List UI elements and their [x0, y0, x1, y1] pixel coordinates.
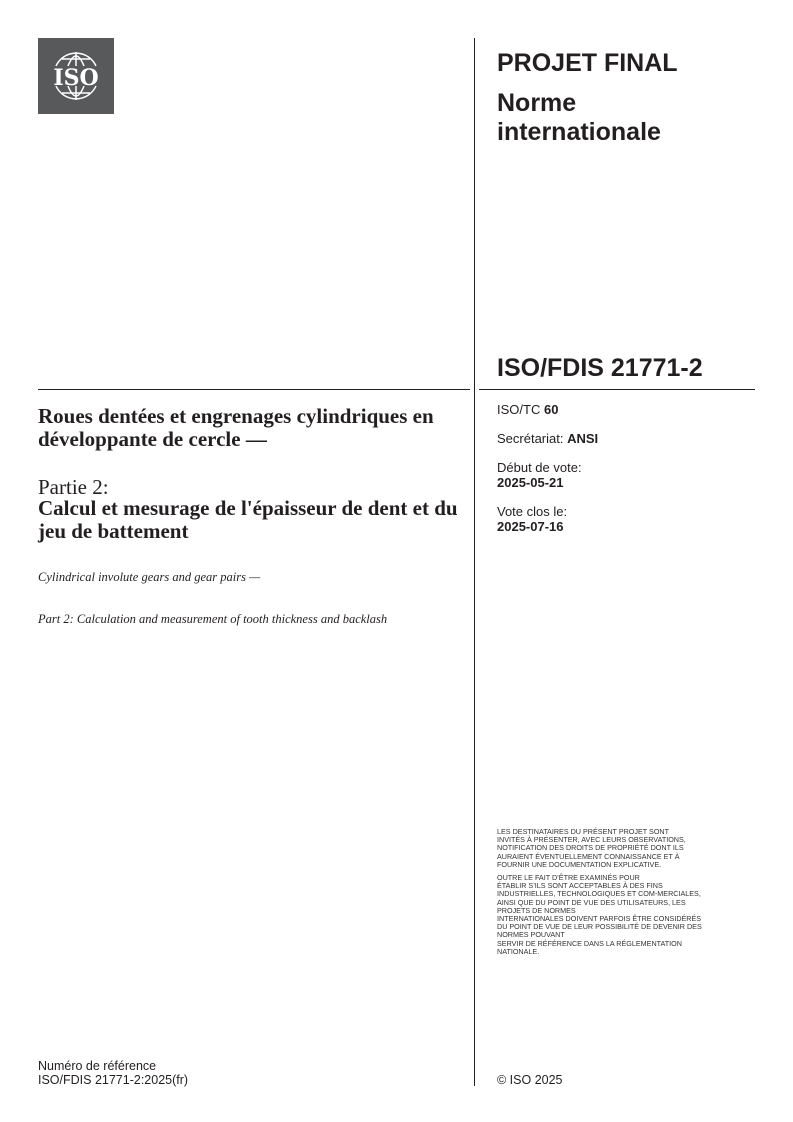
vote-start-label: Début de vote: — [497, 460, 582, 475]
status-heading: PROJET FINAL — [497, 49, 678, 77]
notice-line: LES DESTINATAIRES DU PRÉSENT PROJET SONT — [497, 827, 669, 836]
vote-end — [497, 504, 567, 534]
column-divider — [474, 38, 475, 1086]
tc-value: 60 — [543, 402, 559, 417]
notice-line: OUTRE LE FAIT D’ÊTRE EXAMINÉS POUR — [497, 873, 640, 882]
part-label: Partie 2: — [38, 475, 109, 499]
notice-line: AINSI QUE DU POINT DE VUE DES UTILISATEURS, LES — [497, 897, 686, 907]
notice-line: INVITÉS À PRÉSENTER, AVEC LEURS OBSERVATIONS, — [497, 835, 686, 845]
vote-end-label: Vote clos le: — [497, 504, 568, 519]
doc-type-line2: internationale — [497, 118, 661, 146]
notice-line: AURAIENT ÉVENTUELLEMENT CONNAISSANCE ET À — [497, 851, 680, 861]
secretariat-value: ANSI — [567, 431, 599, 446]
notice-paragraph-2 — [497, 874, 702, 956]
notice-line: NORMES POUVANT — [497, 930, 565, 940]
right-rule — [479, 389, 755, 390]
secretariat — [497, 431, 598, 446]
vote-start-value: 2025-05-21 — [497, 475, 564, 490]
part-title: Calcul et mesurage de l'épaisseur de dent et du jeu de battement — [38, 496, 458, 543]
main-title: Roues dentées et engrenages cylindriques en développante de cercle — — [38, 404, 434, 451]
notice-line: INDUSTRIELLES, TECHNOLOGIQUES ET COM-MERCIALES, — [497, 889, 701, 899]
reference-number — [38, 1059, 188, 1087]
notice-line: FOURNIR UNE DOCUMENTATION EXPLICATIVE. — [497, 859, 662, 869]
technical-committee — [497, 402, 558, 417]
reference-label: Numéro de référence — [38, 1059, 157, 1073]
iso-logo — [38, 38, 114, 114]
notice-line: INTERNATIONALES DOIVENT PARFOIS ÊTRE CONSIDÉRÉS — [497, 914, 702, 924]
secretariat-label: Secrétariat: — [497, 431, 564, 446]
document-number: ISO/FDIS 21771-2 — [497, 354, 703, 382]
left-rule — [38, 389, 470, 390]
doc-type-line1: Norme — [497, 89, 577, 117]
reference-value: ISO/FDIS 21771-2:2025(fr) — [38, 1073, 189, 1087]
svg-text:ISO: ISO — [53, 65, 99, 91]
vote-start — [497, 460, 582, 490]
copyright: © ISO 2025 — [497, 1073, 563, 1087]
notice-line: NATIONALE. — [497, 946, 540, 956]
tc-label: ISO/TC — [497, 402, 541, 417]
notice-line: DU POINT DE VUE DE LEUR POSSIBILITÉ DE DEVENIR DES — [497, 922, 702, 932]
english-part-title: Part 2: Calculation and measurement of tooth thickness and backlash — [38, 612, 388, 626]
notice-line: PROJETS DE NORMES — [497, 905, 576, 915]
notice-line: ÉTABLIR S’ILS SONT ACCEPTABLES À DES FINS — [497, 881, 663, 891]
english-title: Cylindrical involute gears and gear pairs — — [38, 570, 261, 584]
vote-end-value: 2025-07-16 — [497, 519, 564, 534]
notice-line: NOTIFICATION DES DROITS DE PROPRIÉTÉ DONT ILS — [497, 843, 684, 853]
notice-line: SERVIR DE RÉFÉRENCE DANS LA RÉGLEMENTATION — [497, 938, 682, 948]
notice-paragraph-1 — [497, 828, 686, 869]
